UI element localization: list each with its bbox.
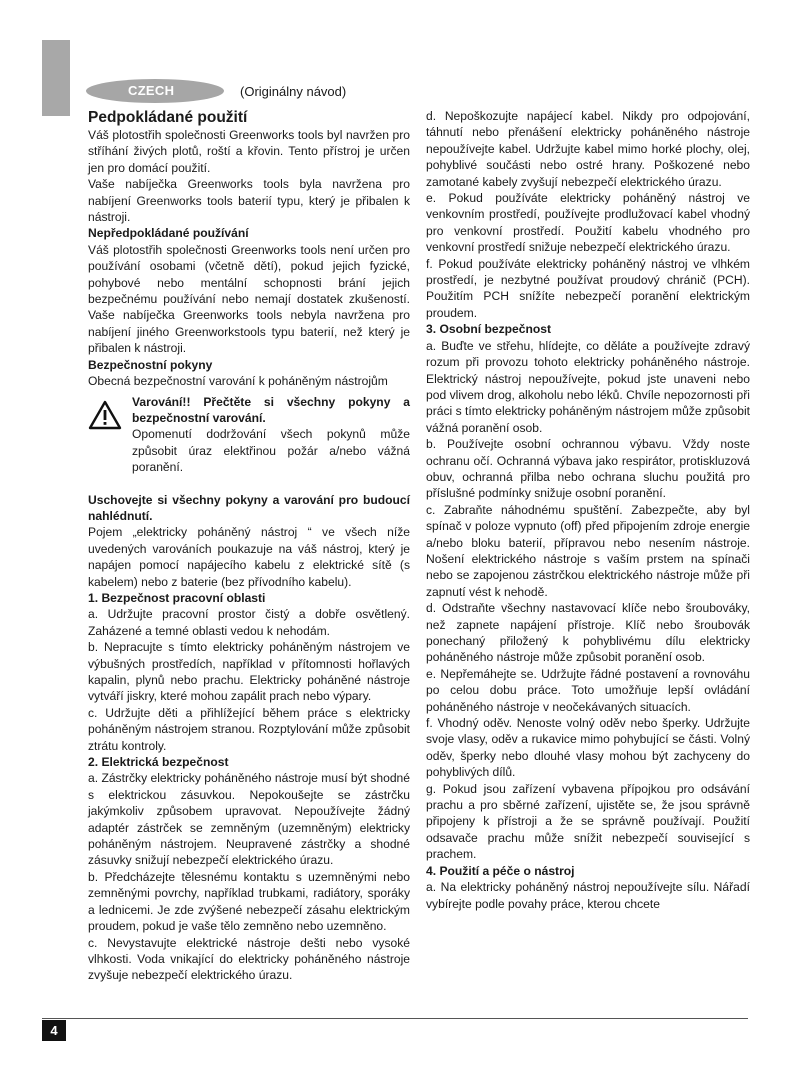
left-column bbox=[88, 108, 410, 984]
heading-unintended-use: Nepředpokládané používání bbox=[88, 226, 249, 241]
paragraph: Pojem „elektricky poháněný nástroj “ ve všech níže uvedených varováních poukazuje na váš nástroj, který je napájen pomocí napájecího kabelu z elektrické sítě (s kabelem) nebo z baterie (bez přívodního kabelu). bbox=[88, 525, 410, 589]
paragraph: f. Vhodný oděv. Nenoste volný oděv nebo šperky. Udržujte svoje vlasy, oděv a rukavice mimo pohybující se části. Volný oděv, šperky nebo dlouhé vlasy mohou být zachyceny do pohyblivých dílů. bbox=[426, 716, 750, 780]
paragraph: c. Udržujte děti a přihlížející během práce s elektricky poháněným nástrojem stranou. Rozptylování může způsobit ztrátu kontroly. bbox=[88, 705, 410, 753]
paragraph: a. Na elektricky poháněný nástroj nepoužívejte sílu. Nářadí vybírejte podle povahy práce, kterou chcete bbox=[426, 880, 750, 911]
heading-electrical-safety: 2. Elektrická bezpečnost bbox=[88, 755, 229, 770]
paragraph: Vaše nabíječka Greenworks tools byla navržena pro nabíjení Greenworks tools baterií typu, který je přibalen k nástroji. bbox=[88, 177, 410, 225]
paragraph: d. Odstraňte všechny nastavovací klíče nebo šroubováky, než zapnete napájení přístroje. Klíč nebo šroubovák ponechaný přiložený k pohyblivému dílu elektricky poháněného nástroje může způsobit poranění osob. bbox=[426, 601, 750, 665]
side-tab-marker bbox=[42, 40, 70, 116]
paragraph: c. Nevystavujte elektrické nástroje dešti nebo vysoké vlhkosti. Voda vnikající do elektricky poháněného nástroje zvyšuje nebezpečí elektrického úrazu. bbox=[88, 935, 410, 983]
paragraph: Váš plotostřih společnosti Greenworks tools není určen pro používání osobami (včetně dětí), pokud jejich fyzické, pohybové nebo mentální schopnosti brání jejich bezpečnému používání nebo nemají dostatek zkušeností. Vaše nabíječka Greenworks tools nebyla navržena pro nabíjení jiného Greenworkstools typu baterií, než který je přibalen k nástroji. bbox=[88, 242, 410, 356]
heading-tool-use-and-care: 4. Použití a péče o nástroj bbox=[426, 863, 575, 878]
original-note: (Originálny návod) bbox=[240, 84, 347, 99]
warning-title: Varování!! Přečtěte si všechny pokyny a bezpečnostní varování. bbox=[132, 394, 410, 425]
paragraph: c. Zabraňte náhodnému spuštění. Zabezpečte, aby byl spínač v poloze vypnuto (off) před připojením zdroje energie a/nebo bloku baterií, přípravou nebo nesením nástroje. Nošení elektrického nástroje s vaším prstem na spínači nebo se zapojenou zástrčkou elektrického nástroje může při zapnutí vést k nehodě. bbox=[426, 502, 750, 599]
section-title: Pedpokládané použití bbox=[88, 109, 248, 126]
paragraph: b. Předcházejte tělesnému kontaktu s uzemněnými nebo zemněnými povrchy, například trubkami, radiátory, sporáky a lednicemi. Je zde zvýšené nebezpečí zásahu elektrickým proudem, pokud je vaše tělo zemněno nebo uzemněno. bbox=[88, 869, 410, 934]
paragraph: e. Nepřemáhejte se. Udržujte řádné postavení a rovnováhu po celou dobu práce. Toto umožňuje lepší ovládání poháněného nástroje v neočekávaných situacích. bbox=[426, 666, 750, 714]
warning-triangle-icon bbox=[88, 394, 132, 476]
heading-personal-safety: 3. Osobní bezpečnost bbox=[426, 322, 551, 337]
paragraph: a. Zástrčky elektricky poháněného nástroje musí být shodné s elektrickou zásuvkou. Nepokoušejte se zástrčku jakýmkoliv způsobem upravovat. Nepoužívejte žádný adaptér zástrček se zemněným (uzemněným) elektricky poháněným nástrojem. Neupravené zástrčky a shodné zásuvky snižují nebezpečí elektrického úrazu. bbox=[88, 771, 410, 868]
warning-text: Opomenutí dodržování všech pokynů může způsobit úraz elektřinou požár a/nebo vážná poranění. bbox=[132, 427, 410, 475]
warning-block bbox=[88, 394, 410, 476]
heading-safety-instructions: Bezpečnostní pokyny bbox=[88, 357, 213, 372]
paragraph: b. Nepracujte s tímto elektricky poháněným nástrojem ve výbušných prostředích, například v přítomnosti hořlavých kapalin, plynů nebo prachu. Elektricky poháněné nástroje vytváří jiskry, které mohou zapálit prach nebo výpary. bbox=[88, 640, 410, 704]
paragraph: e. Pokud používáte elektricky poháněný nástroj ve venkovním prostředí, používejte prodlužovací kabel vhodný pro venkovní prostředí. Použití kabelu vhodného pro venkovní prostředí snižuje nebezpečí elektrického úrazu. bbox=[426, 191, 750, 255]
page-number: 4 bbox=[42, 1020, 66, 1041]
paragraph: Váš plotostřih společnosti Greenworks tools byl navržen pro stříhání živých plotů, roští a křovin. Tento přístroj je určen jen pro domácí použití. bbox=[88, 128, 410, 175]
heading-work-area-safety: 1. Bezpečnost pracovní oblasti bbox=[88, 590, 266, 605]
paragraph: a. Udržujte pracovní prostor čistý a dobře osvětlený. Zaházené a temné oblasti vedou k nehodám. bbox=[88, 607, 410, 638]
language-badge: CZECH bbox=[86, 79, 224, 103]
paragraph: f. Pokud používáte elektricky poháněný nástroj ve vlhkém prostředí, je nezbytné používat proudový chránič (PCH). Použitím PCH snížíte nebezpečí poranění elektrickým proudem. bbox=[426, 256, 750, 320]
footer-rule bbox=[42, 1018, 748, 1019]
paragraph: a. Buďte ve střehu, hlídejte, co děláte a používejte zdravý rozum při provozu tohoto elektricky poháněného nástroje. Elektrický nástroj nepoužívejte, pokud jste unaveni nebo pod vlivem drog, alkoholu nebo léků. Chvíle nepozornosti při práci s tímto elektricky poháněným nástrojem může způsobit vážná poranění osob. bbox=[426, 338, 750, 435]
paragraph: b. Používejte osobní ochrannou výbavu. Vždy noste ochranu očí. Ochranná výbava jako respirátor, protiskluzová obuv, ochranná přilba nebo ochrana sluchu použitá pro příslušné podmínky snižuje osobní poranění. bbox=[426, 437, 750, 501]
paragraph: d. Nepoškozujte napájecí kabel. Nikdy pro odpojování, táhnutí nebo přenášení elektricky poháněného nástroje nepoužívejte kabel. Udržujte kabel mimo horké plochy, olej, pohyblivé součásti nebo ostré hrany. Poškozené nebo zamotané kabely zvyšují nebezpečí elektrického úrazu. bbox=[426, 109, 750, 189]
paragraph: Obecná bezpečnostní varování k poháněným nástrojům bbox=[88, 374, 388, 389]
right-column bbox=[426, 108, 750, 912]
paragraph: g. Pokud jsou zařízení vybavena přípojkou pro odsávání prachu a pro sběrné zařízení, ujistěte se, že jsou správně připojeny k přístroji a že se správně používají. Použití odsavače prachu může snížit nebezpečí související s prachem. bbox=[426, 781, 750, 862]
heading-keep-instructions: Uschovejte si všechny pokyny a varování pro budoucí nahlédnutí. bbox=[88, 492, 410, 523]
